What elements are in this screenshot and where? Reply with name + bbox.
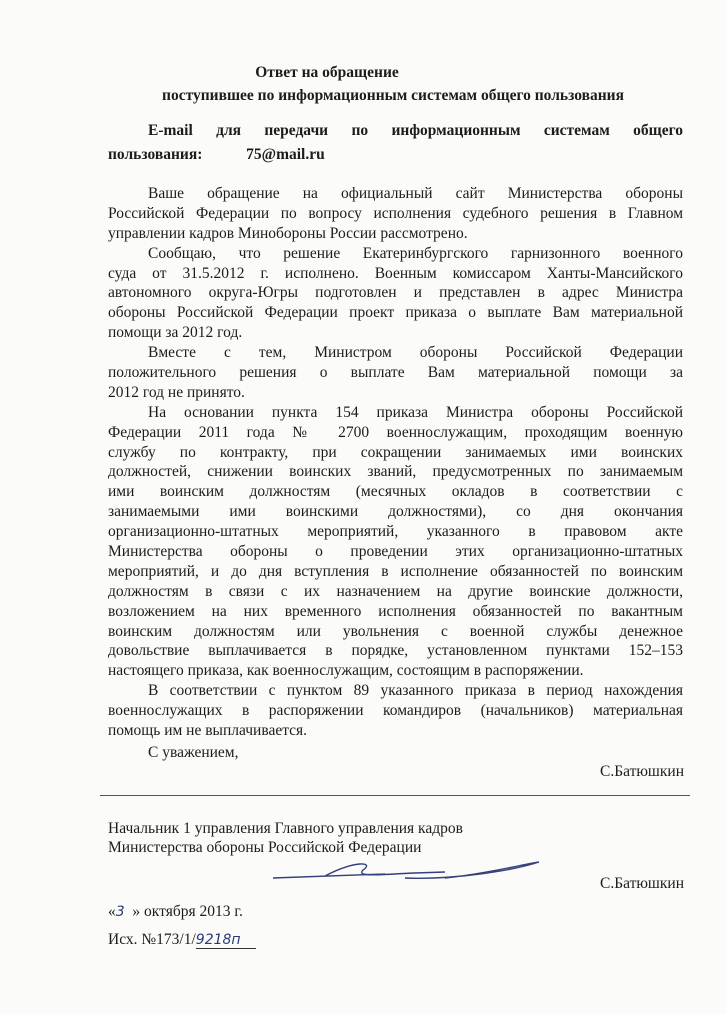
body-line: организационно-штатных мероприятий, указанного в правовом акте — [108, 523, 683, 541]
document-subtitle: поступившее по информационным системам общего пользования — [162, 87, 624, 104]
signer-position-line2: Министерства обороны Российской Федерации — [108, 839, 422, 856]
email-label-line2: пользования: — [108, 146, 203, 163]
body-line: занимаемыми ими воинскими должностями), со дня окончания — [108, 503, 683, 521]
body-line: Вместе с тем, Министром обороны Российской Федерации — [148, 344, 683, 362]
body-line: ими воинским должностям (месячных окладов в соответствии с — [108, 483, 683, 501]
body-line: мероприятий, и до дня вступления в исполнение обязанностей по воинским — [108, 562, 683, 580]
body-line: настоящего приказа, как военнослужащим, состоящим в распоряжении. — [108, 662, 584, 680]
ref-prefix: Исх. №173/1/ — [108, 931, 196, 948]
date-rest: » октября 2013 г. — [132, 903, 243, 920]
body-line: воинским должностям или увольнения с военной службы денежное — [108, 622, 683, 640]
body-line: Федерации 2011 года № 2700 военнослужащим, проходящим военную — [108, 423, 683, 441]
body-line: На основании пункта 154 приказа Министра обороны Российской — [148, 403, 683, 421]
body-line: автономного округа-Югры подготовлен и представлен в адрес Министра — [108, 284, 683, 302]
handwritten-signature — [265, 856, 545, 886]
body-line: Российской Федерации по вопросу исполнения судебного решения в Главном — [108, 204, 683, 222]
body-line: Ваше обращение на официальный сайт Министерства обороны — [148, 185, 683, 202]
body-line: обороны Российской Федерации проект приказа о выплате Вам материальной — [108, 304, 683, 322]
signer-name: С.Батюшкин — [599, 763, 684, 780]
body-line: Министерства обороны о проведении этих организационно-штатных — [108, 543, 683, 561]
body-line: военнослужащих в распоряжении командиров (начальников) материальная — [108, 702, 683, 720]
document-title: Ответ на обращение — [255, 64, 399, 81]
email-address: 75@mail.ru — [246, 146, 325, 163]
signer-position-line1: Начальник 1 управления Главного управления кадров — [108, 820, 463, 837]
body-line: В соответствии с пунктом 89 указанного приказа в период нахождения — [148, 682, 683, 700]
body-line: помощь им не выплачивается. — [108, 722, 308, 740]
divider — [100, 795, 690, 796]
footer-signer-name: С.Батюшкин — [599, 875, 684, 892]
body-line: 2012 год не принято. — [108, 383, 245, 401]
email-label-line1: E-mail для передачи по информационным системам общего — [148, 122, 683, 139]
body-line: довольствие выплачивается в порядке, установленном пунктами 152–153 — [108, 642, 683, 660]
email-line2 — [108, 146, 683, 164]
letter-date: «3 » октября 2013 г. — [108, 903, 243, 920]
body-line: управлении кадров Минобороны России рассмотрено. — [108, 224, 468, 242]
letter-body — [108, 184, 683, 741]
body-line: Сообщаю, что решение Екатеринбургского гарнизонного военного — [148, 244, 683, 262]
body-line: службу по контракту, при сокращении занимаемых ими воинских — [108, 443, 683, 461]
outgoing-reference — [108, 931, 256, 949]
date-day-handwritten: 3 — [115, 904, 125, 920]
ref-number-handwritten: 9218п — [196, 932, 256, 949]
body-line: помощи за 2012 год. — [108, 324, 243, 342]
body-line: положительного решения о выплате Вам материальной помощи за — [108, 364, 683, 382]
body-line: должностям в связи с их назначением на другие воинские должности, — [108, 582, 683, 600]
body-line: должностей, снижении воинских званий, предусмотренных по занимаемым — [108, 463, 683, 481]
body-line: суда от 31.5.2012 г. исполнено. Военным комиссаром Ханты-Мансийского — [108, 264, 683, 282]
closing: С уважением, — [148, 744, 239, 761]
body-line: возложением на них временного исполнения обязанностей по вакантным — [108, 602, 683, 620]
